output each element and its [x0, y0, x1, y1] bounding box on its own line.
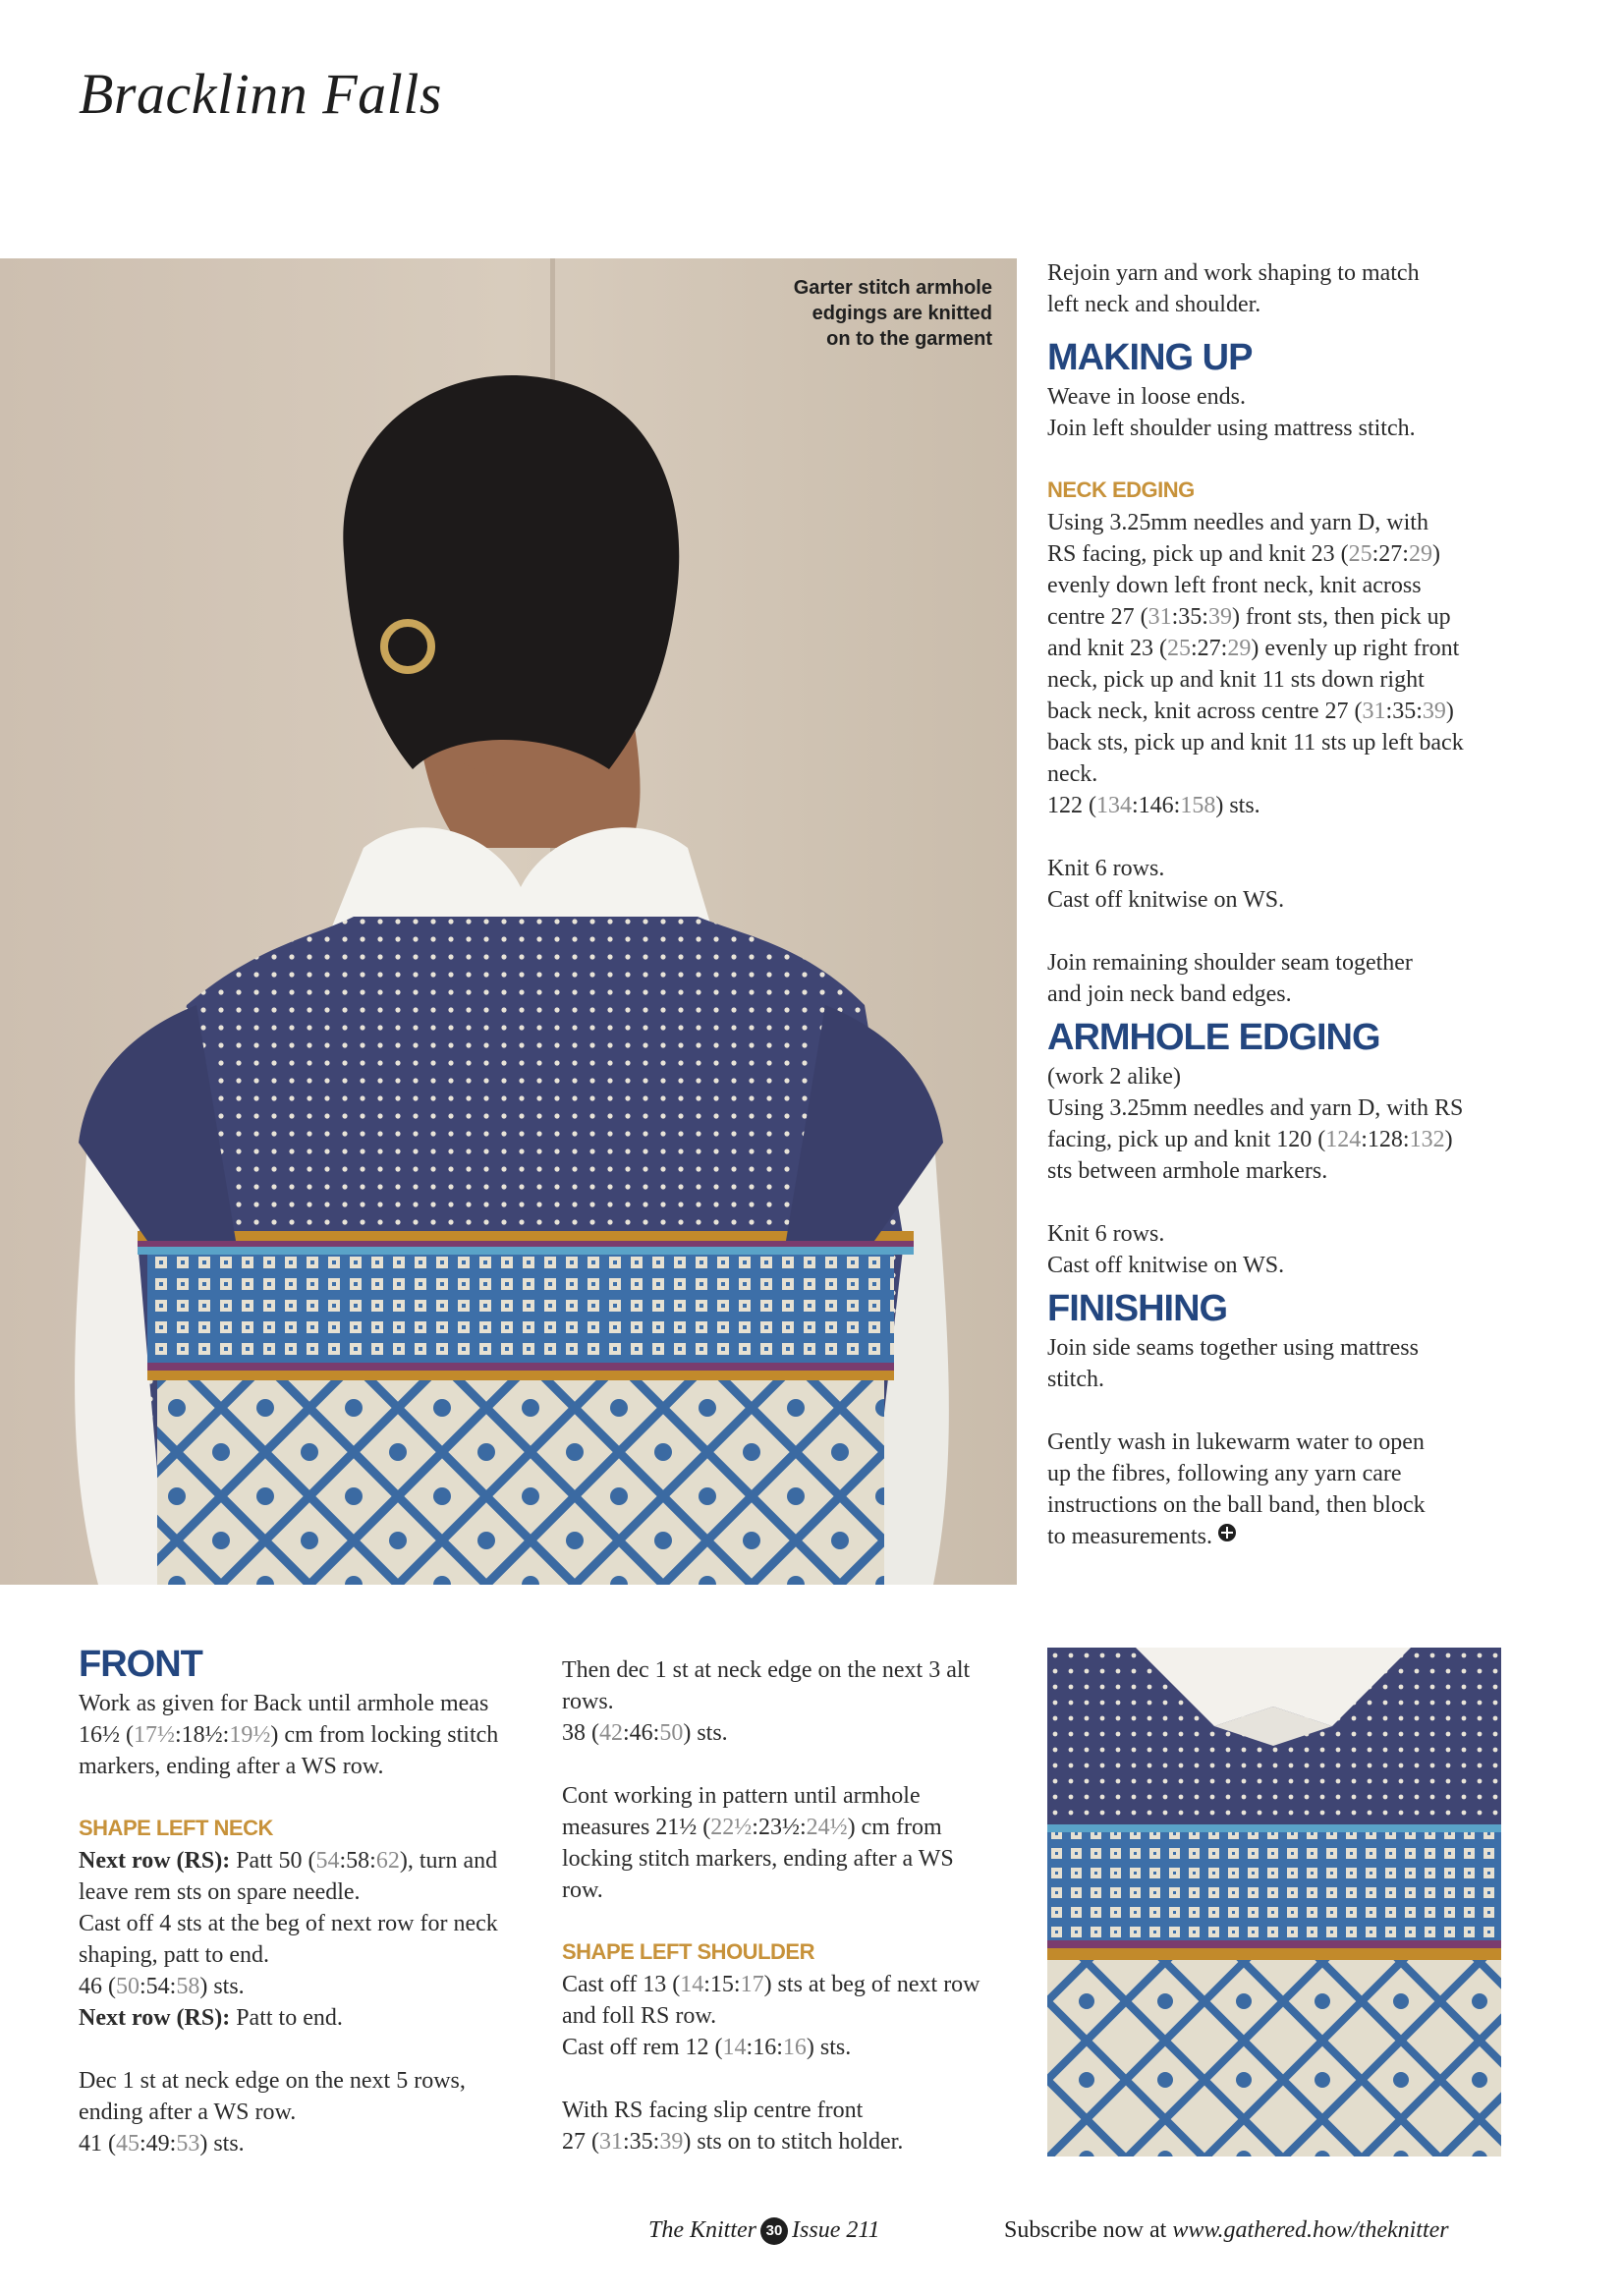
text-line: Cast off knitwise on WS. — [1047, 887, 1285, 913]
text-line: Knit 6 rows. — [1047, 1221, 1165, 1247]
neck-edging-paragraph-2 — [1047, 853, 1519, 916]
making-up-paragraph — [1047, 381, 1519, 444]
text-line: Cast off rem 12 (14:16:16) sts. — [562, 2035, 852, 2060]
detail-photo — [1047, 1648, 1501, 2156]
making-up-heading: MAKING UP — [1047, 337, 1253, 378]
text-line: and foll RS row. — [562, 2003, 717, 2029]
right-column — [1047, 257, 1519, 1584]
page-number: 30 — [760, 2217, 788, 2245]
caption-line: edgings are knitted — [812, 303, 992, 324]
intro-paragraph — [1047, 257, 1519, 320]
page-title: Bracklinn Falls — [79, 62, 442, 126]
text-line: centre 27 (31:35:39) front sts, then pick up — [1047, 604, 1451, 630]
text-line: stitch. — [1047, 1367, 1104, 1392]
text-line: Join remaining shoulder seam together — [1047, 950, 1413, 976]
text-line: rows. — [562, 1689, 614, 1714]
neck-edging-paragraph-3 — [1047, 947, 1519, 1010]
text-line: neck. — [1047, 761, 1098, 787]
text-line: and join neck band edges. — [1047, 981, 1292, 1007]
shape-left-neck-heading: SHAPE LEFT NECK — [79, 1816, 273, 1840]
text-line: 27 (31:35:39) sts on to stitch holder. — [562, 2129, 904, 2155]
text-line: to measurements. — [1047, 1521, 1519, 1552]
issue-number: Issue 211 — [792, 2217, 880, 2243]
model-back-illustration — [0, 258, 1017, 1585]
finishing-paragraph — [1047, 1332, 1519, 1395]
armhole-edging-heading: ARMHOLE EDGING — [1047, 1017, 1380, 1058]
text-line: neck, pick up and knit 11 sts down right — [1047, 667, 1425, 693]
text-line: markers, ending after a WS row. — [79, 1754, 384, 1779]
text-line: Cast off 4 sts at the beg of next row for neck — [79, 1911, 498, 1936]
front-paragraph-3 — [79, 2065, 540, 2159]
stitch-count: 38 (42:46:50) sts. — [562, 1720, 728, 1746]
text-line: Weave in loose ends. — [1047, 384, 1247, 410]
text-line: Join left shoulder using mattress stitch. — [1047, 416, 1416, 441]
main-photo — [0, 258, 1017, 1585]
armhole-edging-paragraph — [1047, 1061, 1519, 1187]
text-line: Cont working in pattern until armhole — [562, 1783, 921, 1809]
middle-column — [562, 1654, 1024, 2189]
text-line: RS facing, pick up and knit 23 (25:27:29) — [1047, 541, 1440, 567]
text-line: row. — [562, 1877, 603, 1903]
text-line: back neck, knit across centre 27 (31:35:39) — [1047, 699, 1454, 724]
text-line: sts between armhole markers. — [1047, 1158, 1328, 1184]
front-column — [79, 1639, 540, 2191]
text-line: Next row (RS): Patt to end. — [79, 2005, 343, 2031]
magazine-name: The Knitter — [648, 2217, 757, 2243]
text-line: Then dec 1 st at neck edge on the next 3 alt — [562, 1657, 971, 1683]
footer-magazine — [648, 2217, 880, 2245]
subscribe-text: Subscribe now at — [1004, 2217, 1173, 2243]
text-line: facing, pick up and knit 120 (124:128:132) — [1047, 1127, 1453, 1152]
end-of-pattern-icon — [1218, 1524, 1236, 1541]
stitch-count: 41 (45:49:53) sts. — [79, 2131, 245, 2156]
text-line: (work 2 alike) — [1047, 1064, 1181, 1090]
front-paragraph — [79, 1688, 540, 1782]
text-line: measures 21½ (22½:23½:24½) cm from — [562, 1815, 942, 1840]
text-line: Cast off knitwise on WS. — [1047, 1253, 1285, 1278]
front-heading: FRONT — [79, 1644, 202, 1685]
caption-line: on to the garment — [826, 328, 992, 350]
middle-paragraph-2 — [562, 1780, 1024, 1906]
text-line: left neck and shoulder. — [1047, 292, 1261, 317]
text-line: 16½ (17½:18½:19½) cm from locking stitch — [79, 1722, 499, 1748]
text-line: back sts, pick up and knit 11 sts up left back — [1047, 730, 1464, 756]
text-line: evenly down left front neck, knit across — [1047, 573, 1422, 598]
text-line: Dec 1 st at neck edge on the next 5 rows, — [79, 2068, 466, 2094]
text-line: instructions on the ball band, then block — [1047, 1492, 1426, 1518]
text-line: and knit 23 (25:27:29) evenly up right front — [1047, 636, 1460, 661]
website-link[interactable]: www.gathered.how/theknitter — [1172, 2217, 1449, 2243]
stitch-count: 122 (134:146:158) sts. — [1047, 793, 1260, 818]
text-line: With RS facing slip centre front — [562, 2098, 864, 2123]
text-line: locking stitch markers, ending after a WS — [562, 1846, 954, 1872]
text-line: shaping, patt to end. — [79, 1942, 269, 1968]
text-line: Next row (RS): Patt 50 (54:58:62), turn and — [79, 1848, 498, 1874]
text-line: Join side seams together using mattress — [1047, 1335, 1419, 1361]
caption-line: Garter stitch armhole — [793, 277, 992, 299]
neck-edging-paragraph — [1047, 507, 1519, 821]
text-line: Rejoin yarn and work shaping to match — [1047, 260, 1420, 286]
text-line: up the fibres, following any yarn care — [1047, 1461, 1402, 1486]
shoulder-paragraph — [562, 1969, 1024, 2063]
text-line: ending after a WS row. — [79, 2100, 297, 2125]
text-line: Work as given for Back until armhole meas — [79, 1691, 489, 1716]
text-line: Gently wash in lukewarm water to open — [1047, 1429, 1425, 1455]
armhole-edging-paragraph-2 — [1047, 1218, 1519, 1281]
text-line: Using 3.25mm needles and yarn D, with RS — [1047, 1095, 1464, 1121]
photo-caption — [727, 275, 992, 352]
middle-paragraph-4 — [562, 2095, 1024, 2157]
text-line: Cast off 13 (14:15:17) sts at beg of next row — [562, 1972, 980, 1997]
finishing-paragraph-2 — [1047, 1427, 1519, 1552]
text-line: Knit 6 rows. — [1047, 856, 1165, 881]
footer-subscribe — [1004, 2217, 1449, 2244]
finishing-heading: FINISHING — [1047, 1288, 1228, 1329]
shape-left-shoulder-heading: SHAPE LEFT SHOULDER — [562, 1939, 814, 1964]
middle-paragraph-1 — [562, 1654, 1024, 1749]
text-line: leave rem sts on spare needle. — [79, 1879, 361, 1905]
vest-front-detail-illustration — [1047, 1648, 1501, 2156]
neck-edging-heading: NECK EDGING — [1047, 477, 1195, 502]
shape-left-neck-paragraph — [79, 1845, 540, 2034]
stitch-count: 46 (50:54:58) sts. — [79, 1974, 245, 1999]
text-line: Using 3.25mm needles and yarn D, with — [1047, 510, 1428, 535]
